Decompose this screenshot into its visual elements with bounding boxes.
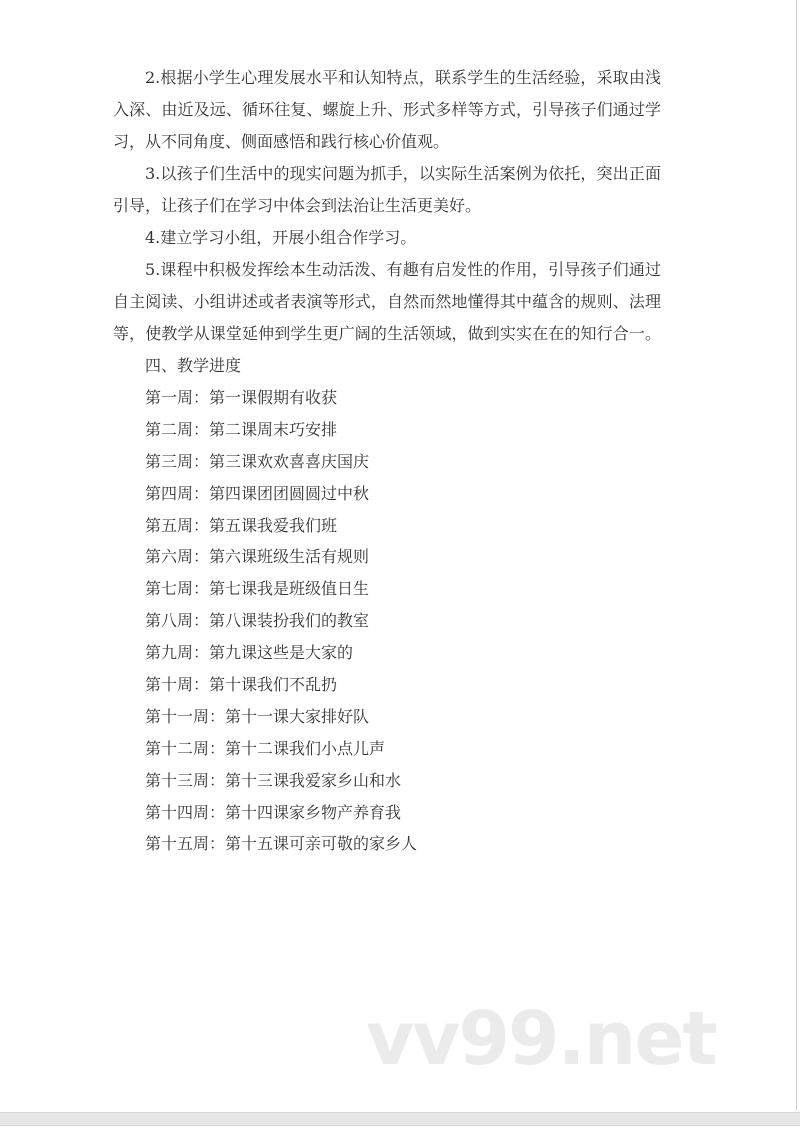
schedule-item: 第十二周：第十二课我们小点儿声 — [145, 738, 386, 758]
schedule-item: 第十四周：第十四课家乡物产养育我 — [145, 802, 402, 822]
text-line: 自主阅读、小组讲述或者表演等形式，自然而然地懂得其中蕴含的规则、法理 — [113, 292, 661, 311]
schedule-item: 第七周：第七课我是班级值日生 — [145, 579, 370, 599]
text-line: 习，从不同角度、侧面感悟和践行核心价值观。 — [113, 132, 450, 151]
schedule-item: 第六周：第六课班级生活有规则 — [145, 547, 370, 567]
paragraph-3 — [113, 158, 661, 222]
schedule-item: 第十三周：第十三课我爱家乡山和水 — [145, 770, 402, 790]
text-line: 等，使教学从课堂延伸到学生更广阔的生活领域，做到实实在在的知行合一。 — [113, 324, 661, 343]
text-line: 引导，让孩子们在学习中体会到法治让生活更美好。 — [113, 196, 482, 215]
section-heading: 四、教学进度 — [145, 356, 242, 375]
schedule-item: 第三周：第三课欢欢喜喜庆国庆 — [145, 451, 370, 471]
text-line: 入深、由近及远、循环往复、螺旋上升、形式多样等方式，引导孩子们通过学 — [113, 100, 661, 119]
schedule-list — [113, 382, 661, 860]
text-line: 3.以孩子们生活中的现实问题为抓手，以实际生活案例为依托，突出正面 — [145, 164, 661, 183]
paragraph-2 — [113, 62, 661, 158]
schedule-item: 第八周：第八课装扮我们的教室 — [145, 611, 370, 631]
text-line: 4.建立学习小组，开展小组合作学习。 — [145, 228, 417, 247]
text-line: 2.根据小学生心理发展水平和认知特点，联系学生的生活经验，采取由浅 — [145, 68, 661, 87]
schedule-item: 第十周：第十课我们不乱扔 — [145, 675, 338, 695]
text-line: 5.课程中积极发挥绘本生动活泼、有趣有启发性的作用，引导孩子们通过 — [145, 260, 661, 279]
document-body — [113, 62, 661, 860]
watermark: vv99.net — [366, 996, 716, 1082]
schedule-item: 第五周：第五课我爱我们班 — [145, 515, 338, 535]
page-separator — [0, 1112, 800, 1126]
schedule-item: 第一周：第一课假期有收获 — [145, 388, 338, 407]
paragraph-4 — [113, 222, 661, 254]
schedule-item: 第九周：第九课这些是大家的 — [145, 643, 354, 663]
schedule-item: 第二周：第二课周末巧安排 — [145, 419, 338, 439]
schedule-item: 第十五周：第十五课可亲可敬的家乡人 — [145, 834, 418, 854]
schedule-item: 第十一周：第十一课大家排好队 — [145, 706, 370, 726]
schedule-item: 第四周：第四课团团圆圆过中秋 — [145, 483, 370, 503]
paragraph-5 — [113, 254, 661, 350]
